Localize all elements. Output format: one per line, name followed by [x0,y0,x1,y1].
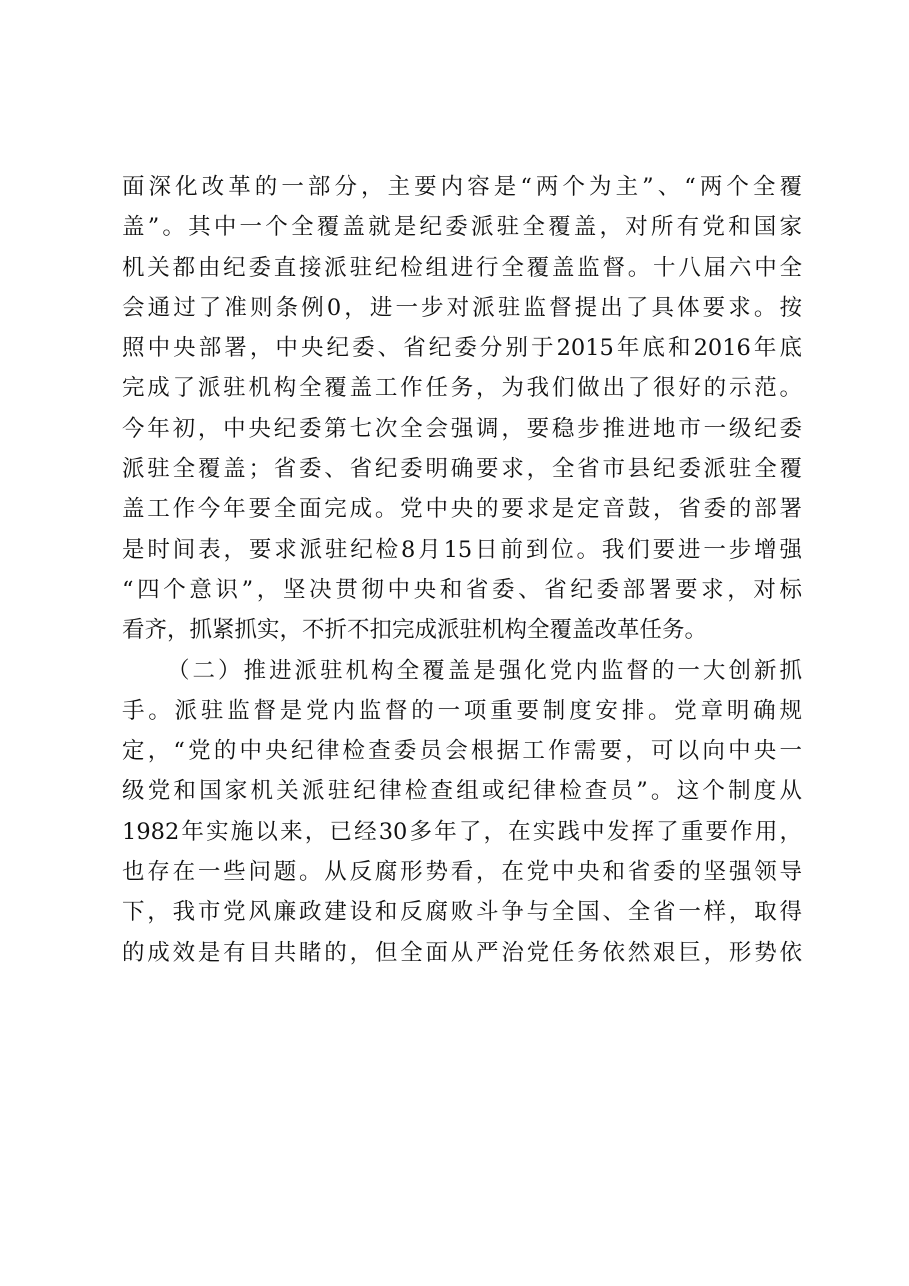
paragraph-1 [122,167,802,651]
text-line: 下，我市党风廉政建设和反腐败斗争与全国、全省一样，取得 [122,899,802,926]
text-line: 机关都由纪委直接派驻纪检组进行全覆盖监督。十八届六中全 [122,254,802,281]
text-line: 照中央部署，中央纪委、省纪委分别于2015年底和2016年底 [122,335,802,362]
text-line: （二）推进派驻机构全覆盖是强化党内监督的一大创新抓 [167,657,802,684]
text-line: 1982年实施以来，已经30多年了，在实践中发挥了重要作用， [122,818,802,845]
text-line: 今年初，中央纪委第七次全会强调，要稳步推进地市一级纪委 [122,415,802,442]
text-line: 派驻全覆盖；省委、省纪委明确要求，全省市县纪委派驻全覆 [122,456,802,483]
text-line: 手。派驻监督是党内监督的一项重要制度安排。党章明确规 [122,697,802,724]
text-line: 会通过了准则条例0，进一步对派驻监督提出了具体要求。按 [122,294,802,321]
text-line: 是时间表，要求派驻纪检8月15日前到位。我们要进一步增强 [122,536,802,563]
text-line: 的成效是有目共睹的，但全面从严治党任务依然艰巨，形势依 [122,939,802,966]
text-line: 盖工作今年要全面完成。党中央的要求是定音鼓，省委的部署 [122,496,802,523]
text-line: 完成了派驻机构全覆盖工作任务，为我们做出了很好的示范。 [122,375,802,402]
text-line: 看齐，抓紧抓实，不折不扣完成派驻机构全覆盖改革任务。 [122,617,708,644]
document-body [122,167,802,973]
text-line: 面深化改革的一部分，主要内容是“两个为主”、“两个全覆 [122,174,802,200]
text-line: 也存在一些问题。从反腐形势看，在党中央和省委的坚强领导 [122,859,802,886]
text-line: 定，“党的中央纪律检查委员会根据工作需要，可以向中央一 [122,738,802,765]
text-line: 盖”。其中一个全覆盖就是纪委派驻全覆盖，对所有党和国家 [122,214,802,241]
text-line: “四个意识”，坚决贯彻中央和省委、省纪委部署要求，对标 [122,576,802,603]
text-line: 级党和国家机关派驻纪律检查组或纪律检查员”。这个制度从 [122,778,802,805]
paragraph-2 [122,651,802,973]
